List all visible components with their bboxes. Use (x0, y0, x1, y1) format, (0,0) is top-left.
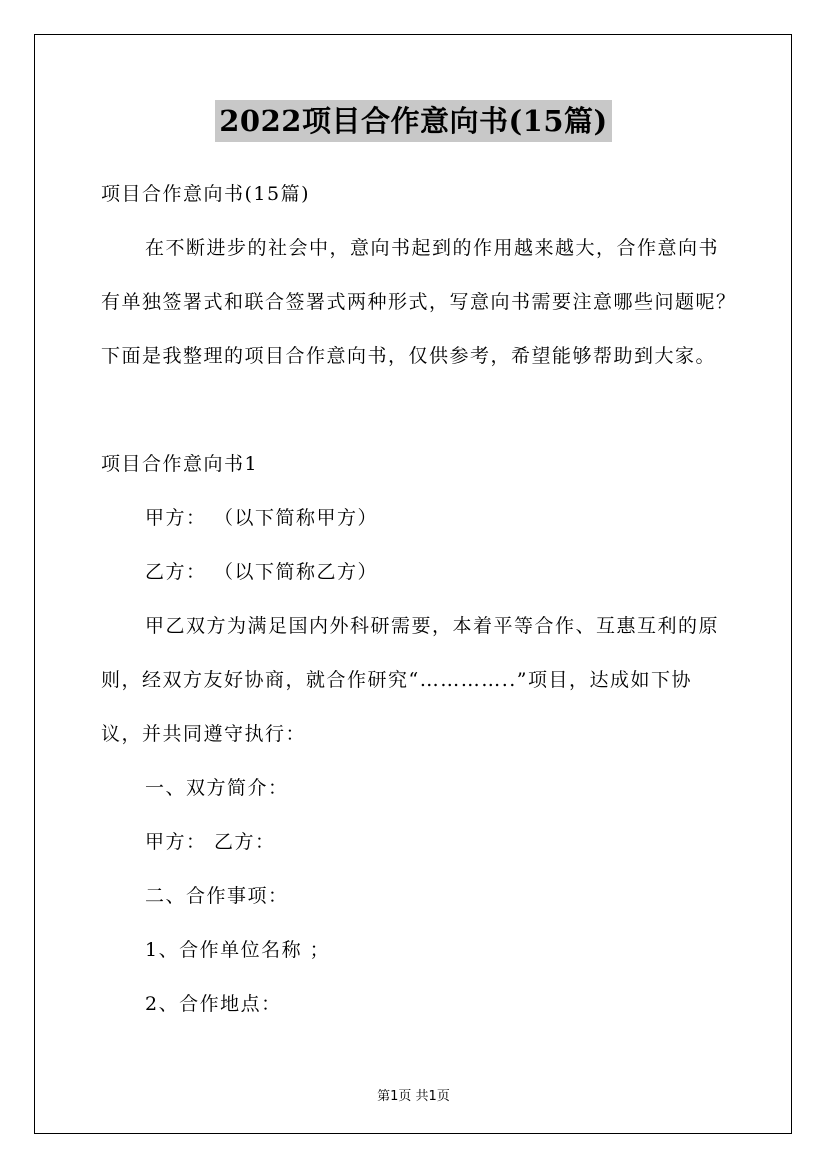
item-1-heading: 一、双方简介： (145, 777, 289, 799)
intro-line-3: 下面是我整理的项目合作意向书，仅供参考，希望能够帮助到大家。 (101, 345, 717, 367)
document-title: 2022项目合作意向书(15篇) (215, 100, 612, 142)
party-b-line: 乙方： （以下简称乙方） (145, 561, 379, 583)
section-heading: 项目合作意向书1 (101, 453, 259, 475)
intro-line-1: 在不断进步的社会中，意向书起到的作用越来越大，合作意向书 (145, 237, 720, 259)
page-footer: 第1页 共1页 (377, 1089, 450, 1104)
item-2-heading: 二、合作事项： (145, 885, 289, 907)
party-a-line: 甲方： （以下简称甲方） (145, 507, 379, 529)
agreement-line-3: 议，并共同遵守执行： (101, 723, 307, 745)
agreement-line-2: 则，经双方友好协商，就合作研究“…………..”项目，达成如下协 (101, 669, 693, 691)
agreement-line-1: 甲乙双方为满足国内外科研需要，本着平等合作、互惠互利的原 (145, 615, 720, 637)
item-1-parties: 甲方： 乙方： (145, 831, 276, 853)
item-2-2: 2、合作地点： (145, 993, 282, 1015)
document-subtitle: 项目合作意向书(15篇) (101, 183, 311, 205)
item-2-1: 1、合作单位名称 ； (145, 939, 331, 961)
intro-line-2: 有单独签署式和联合签署式两种形式，写意向书需要注意哪些问题呢？ (101, 291, 737, 313)
